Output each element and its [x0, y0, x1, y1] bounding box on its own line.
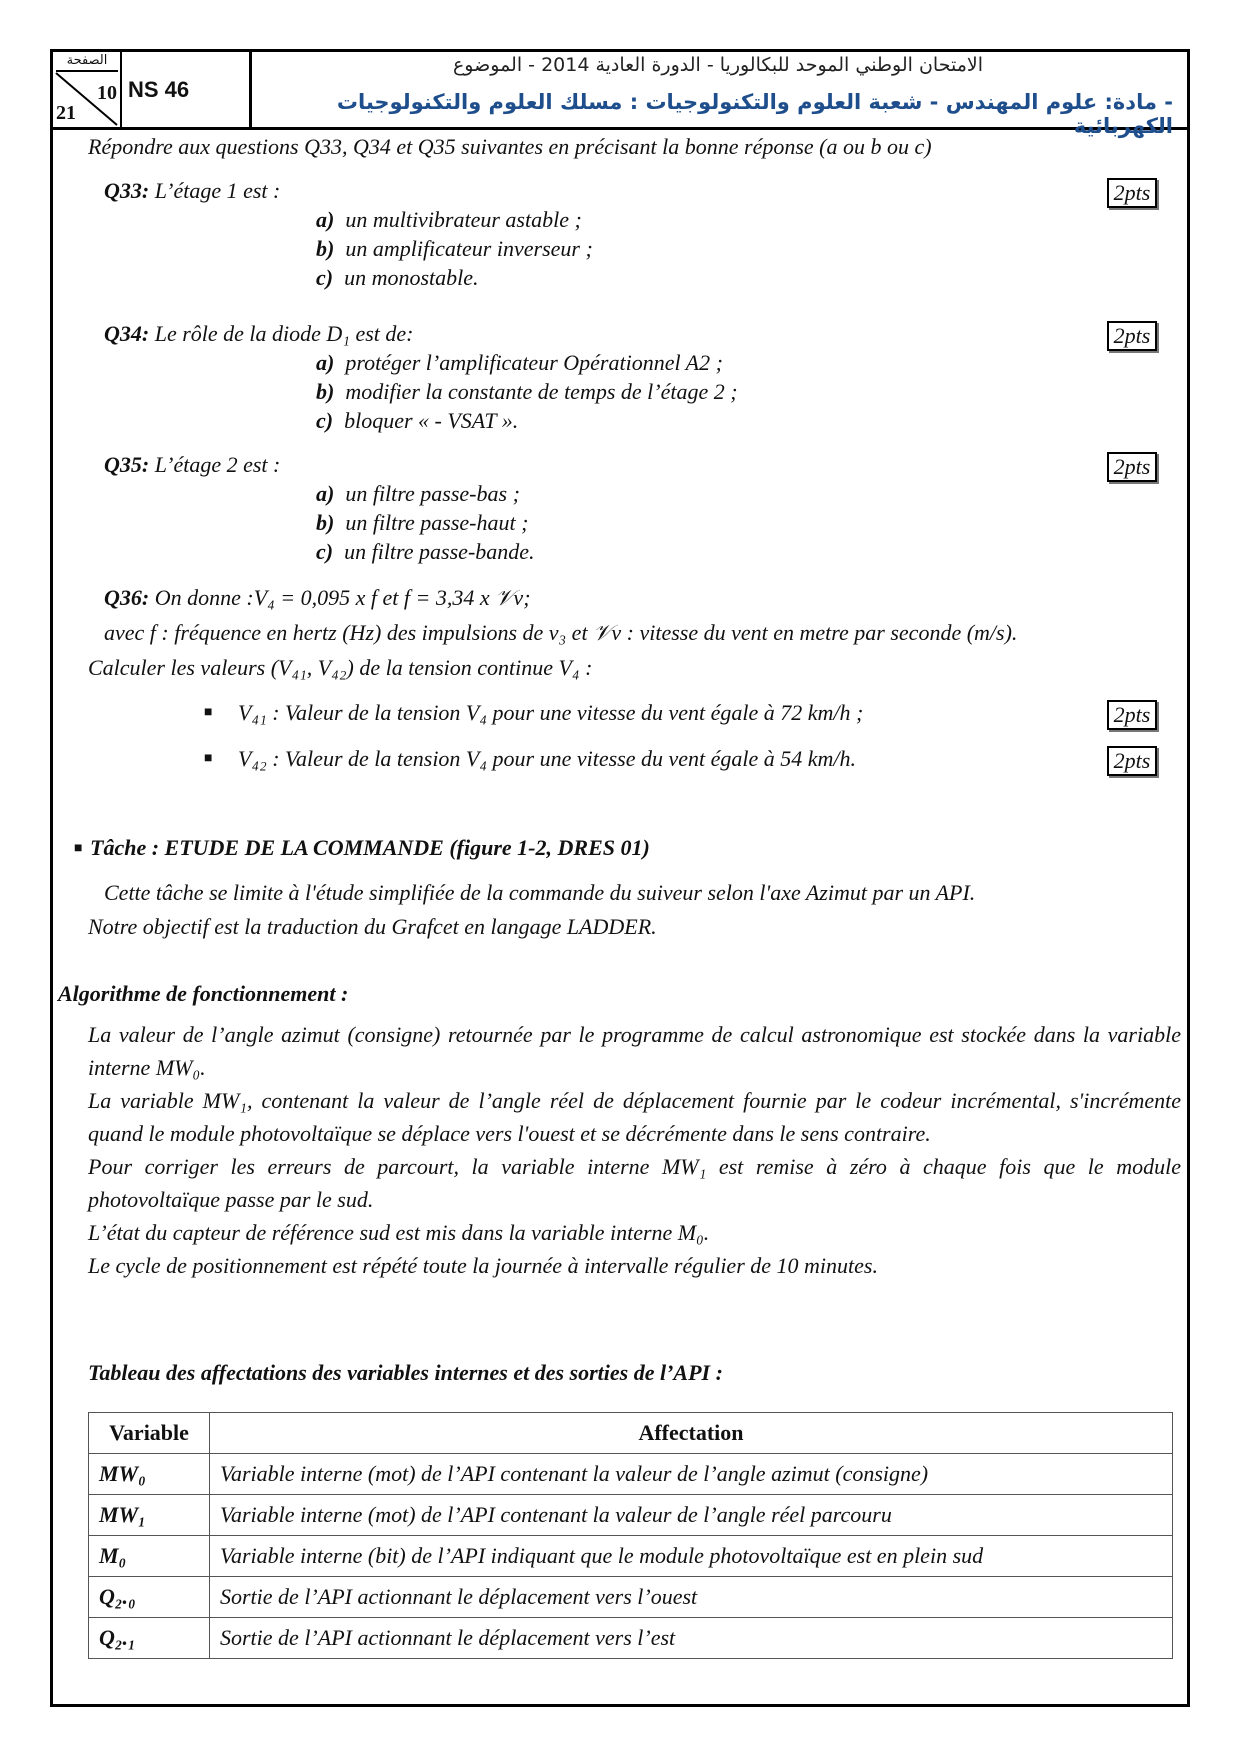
q33-label: Q33: — [104, 178, 150, 203]
q34-text: Le rôle de la diode D₁ est de: — [149, 321, 414, 346]
table-row: M₀ Variable interne (bit) de l’API indiquant que le module photovoltaïque est en plein sud — [89, 1536, 1173, 1577]
q33-text: L’étage 1 est : — [149, 178, 281, 203]
exam-subject: - مادة: علوم المهندس - شعبة العلوم والتكنولوجيات : مسلك العلوم والتكنولوجيات الكهربائية — [336, 90, 1173, 138]
task-line2: Notre objectif est la traduction du Grafcet en langage LADDER. — [88, 914, 657, 939]
q34-option-c: c) bloquer « - VSAT ». — [316, 408, 519, 433]
q35-points: 2pts — [1107, 452, 1157, 482]
q36-line1: On donne :V₄ = 0,095 x f et f = 3,34 x 𝒱v; — [149, 585, 531, 610]
algo-title: Algorithme de fonctionnement : — [58, 981, 349, 1006]
q35-label: Q35: — [104, 452, 150, 477]
q34-question — [104, 321, 413, 347]
table-title: Tableau des affectations des variables internes et des sorties de l’API : — [88, 1360, 723, 1385]
q36-v42-points: 2pts — [1107, 746, 1157, 776]
bullet-icon: ■ — [204, 705, 213, 720]
q34-option-b: b) modifier la constante de temps de l’étage 2 ; — [316, 379, 738, 404]
table-row: MW₀ Variable interne (mot) de l’API contenant la valeur de l’angle azimut (consigne) — [89, 1454, 1173, 1495]
q33-option-c: c) un monostable. — [316, 265, 479, 290]
exam-code: NS 46 — [120, 52, 252, 127]
bullet-icon: ■ — [204, 751, 213, 766]
page-label: الصفحة — [56, 53, 118, 72]
intro-text: Répondre aux questions Q33, Q34 et Q35 suivantes en précisant la bonne réponse (a ou b ou c) — [88, 134, 932, 159]
page-total: 21 — [56, 102, 76, 124]
affectation-table — [88, 1412, 1173, 1659]
col-variable: Variable — [89, 1413, 210, 1454]
task-line1: Cette tâche se limite à l'étude simplifiée de la commande du suiveur selon l'axe Azimut par un API. — [104, 880, 976, 905]
q36-v42: V₄₂ : Valeur de la tension V₄ pour une vitesse du vent égale à 54 km/h. — [238, 746, 857, 771]
q34-label: Q34: — [104, 321, 150, 346]
algo-body — [88, 1018, 1181, 1282]
q36-question — [104, 585, 531, 611]
q35-question — [104, 452, 280, 478]
table-row: Q₂.₁ Sortie de l’API actionnant le déplacement vers l’est — [89, 1618, 1173, 1659]
algo-p5: Le cycle de positionnement est répété toute la journée à intervalle régulier de 10 minutes. — [88, 1253, 878, 1278]
col-affectation: Affectation — [210, 1413, 1173, 1454]
table-header-row — [89, 1413, 1173, 1454]
q35-option-b: b) un filtre passe-haut ; — [316, 510, 529, 535]
q35-text: L’étage 2 est : — [149, 452, 281, 477]
q36-v41-points: 2pts — [1107, 700, 1157, 730]
q36-line2: avec f : fréquence en hertz (Hz) des impulsions de v₃ et 𝒱v : vitesse du vent en metre par seconde (m/s). — [104, 620, 1018, 645]
q36-line3: Calculer les valeurs (V₄₁, V₄₂) de la tension continue V₄ : — [88, 655, 593, 680]
exam-title: الامتحان الوطني الموحد للبكالوريا - الدورة العادية 2014 - الموضوع — [452, 54, 984, 76]
bullet-icon: ■ — [74, 841, 83, 856]
table-row: MW₁ Variable interne (mot) de l’API contenant la valeur de l’angle réel parcouru — [89, 1495, 1173, 1536]
q33-points: 2pts — [1107, 178, 1157, 208]
exam-header — [53, 52, 1187, 138]
algo-p3: Pour corriger les erreurs de parcourt, la variable interne MW₁ est remise à zéro à chaque fois que le module photovoltaïque passe par le sud. — [88, 1154, 1181, 1212]
algo-p4: L’état du capteur de référence sud est mis dans la variable interne M₀. — [88, 1220, 710, 1245]
q33-option-a: a) un multivibrateur astable ; — [316, 207, 582, 232]
q36-label: Q36: — [104, 585, 150, 610]
q36-v41: V₄₁ : Valeur de la tension V₄ pour une vitesse du vent égale à 72 km/h ; — [238, 700, 864, 725]
page-number: 10 — [97, 82, 117, 104]
task-title: Tâche : ETUDE DE LA COMMANDE (figure 1-2, DRES 01) — [90, 835, 650, 860]
q34-option-a: a) protéger l’amplificateur Opérationnel A2 ; — [316, 350, 723, 375]
q33-option-b: b) un amplificateur inverseur ; — [316, 236, 593, 261]
q35-option-c: c) un filtre passe-bande. — [316, 539, 535, 564]
table-row: Q₂.₀ Sortie de l’API actionnant le déplacement vers l’ouest — [89, 1577, 1173, 1618]
q35-option-a: a) un filtre passe-bas ; — [316, 481, 520, 506]
algo-p2: La variable MW₁, contenant la valeur de l’angle réel de déplacement fournie par le codeur incrémental, s'incrémente quand le module photovoltaïque se déplace vers l'ouest et se décrémente dans le sens contraire. — [88, 1088, 1181, 1146]
page-number-box — [53, 52, 122, 127]
algo-p1: La valeur de l’angle azimut (consigne) retournée par le programme de calcul astronomique est stockée dans la variable interne MW₀. — [88, 1022, 1181, 1080]
q33-question — [104, 178, 280, 204]
q34-points: 2pts — [1107, 321, 1157, 351]
